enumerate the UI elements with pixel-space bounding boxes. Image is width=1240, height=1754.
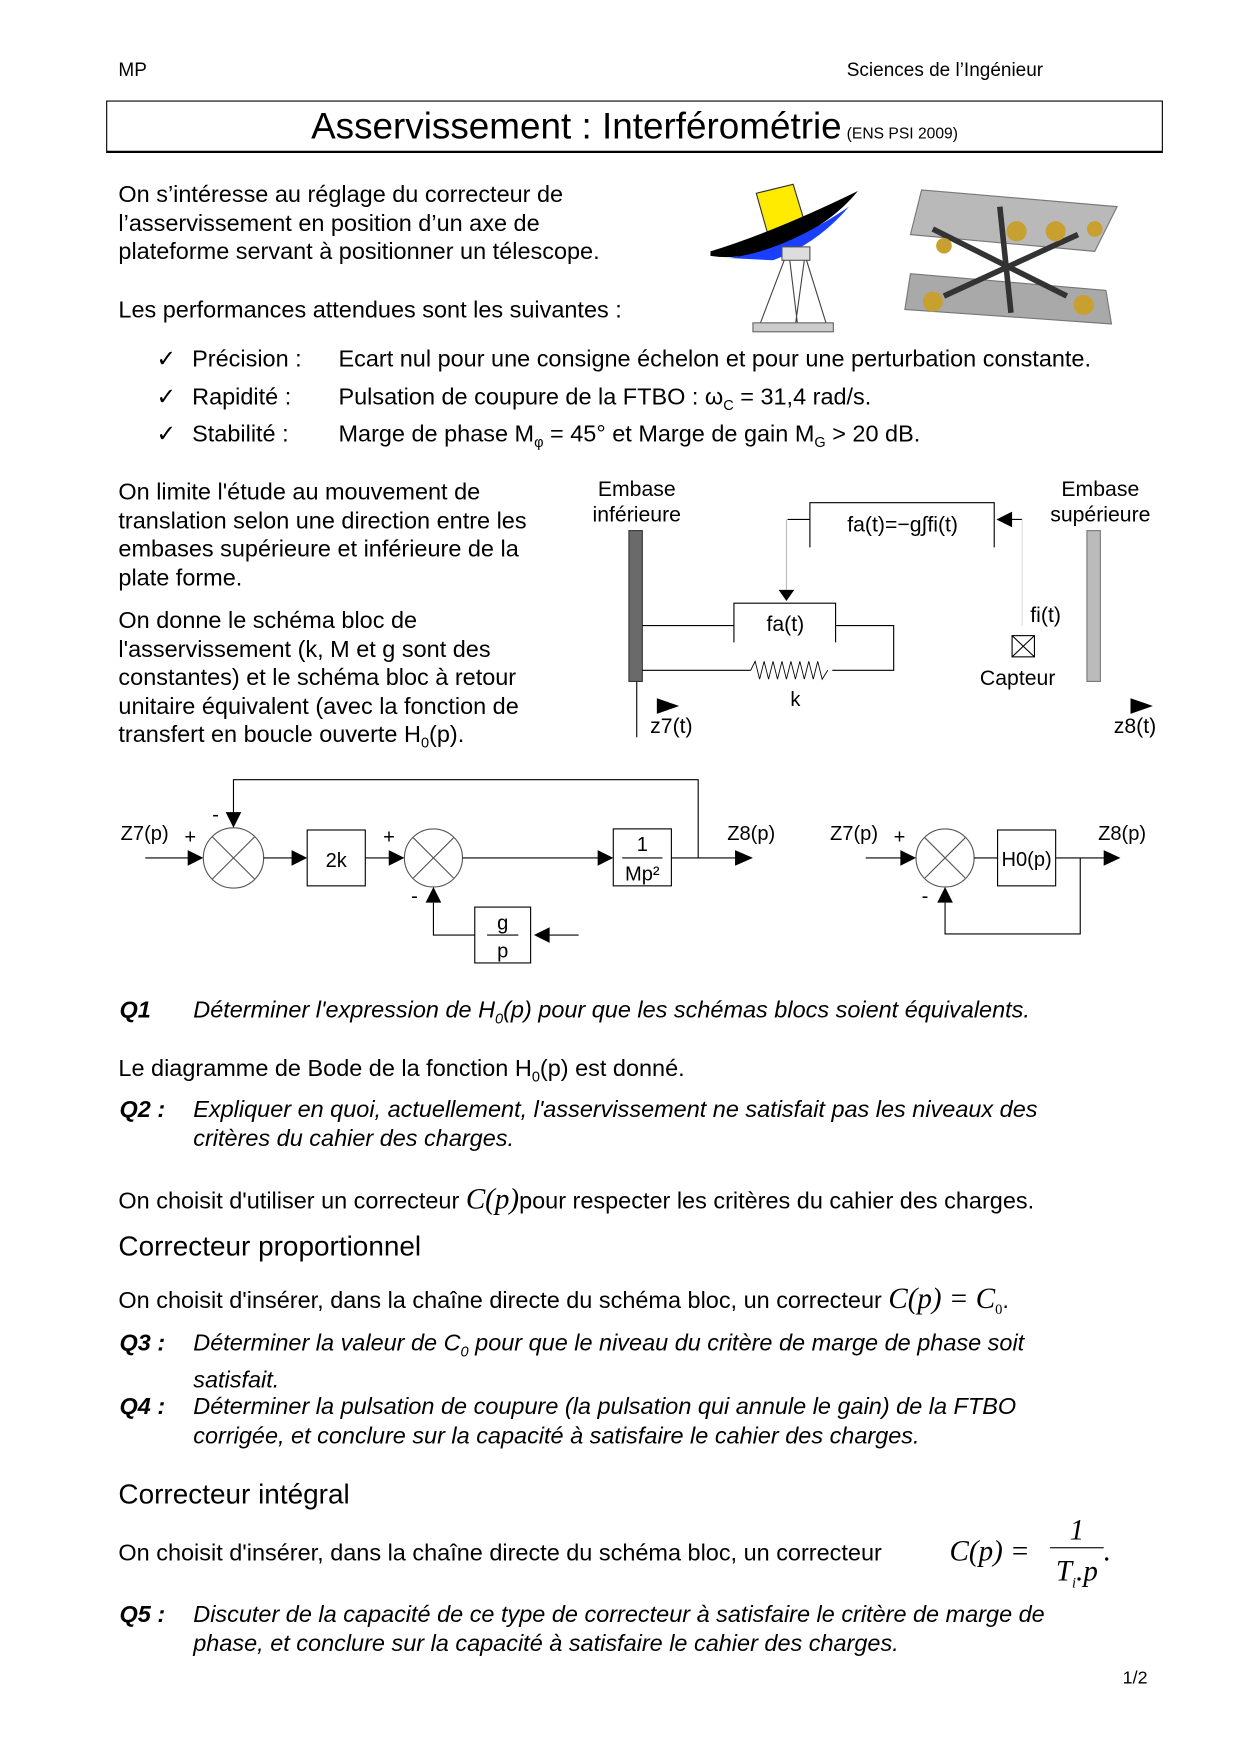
block-diagram-paragraph: On donne le schéma bloc de l'asservissement (k, M et g sont des constantes) et le schéma bloc à retour unitaire équivalent (avec la fonction de transfert en boucle ouverte $H_0(p)$. <box>118 607 519 751</box>
plant-numerator: 1 <box>636 834 648 857</box>
corrector-choice-text: On choisit d'utiliser un correcteur C(p)pour respecter les critères du cahier des charges. <box>118 1183 1035 1216</box>
bode-text: Le diagramme de Bode de la fonction $H_0(p)$ est donné. <box>118 1055 685 1085</box>
proportional-formula: C(p) = C <box>888 1282 996 1315</box>
integral-formula-denominator: $T_i.p$ <box>1055 1555 1098 1591</box>
spring-stiffness-label: k <box>790 689 801 712</box>
input-label: Z7(p) <box>830 823 879 846</box>
input-label: Z7(p) <box>120 823 169 846</box>
sensor-label: Capteur <box>979 666 1056 690</box>
checkmark-icon: ✓ <box>156 384 177 410</box>
section-heading-integral: Correcteur intégral <box>118 1479 350 1511</box>
q4-text: Déterminer la pulsation de coupure (la pulsation qui annule le gain) de la FTBO corrigée, et conclure sur la capacité à satisfaire le cahier des charges. <box>193 1394 1017 1449</box>
q4-label: Q4 : <box>119 1394 166 1420</box>
plus-sign: + <box>184 826 197 849</box>
page-title: Asservissement : Interférométrie <box>311 105 842 147</box>
z7-label: z7(t) <box>650 714 693 738</box>
proportional-text: On choisit d'insérer, dans la chaîne directe du schéma bloc, un correcteur $C(p) = C_0$. <box>118 1282 1009 1318</box>
q5-label: Q5 : <box>119 1601 166 1628</box>
integral-formula-lhs: C(p) = <box>949 1534 1030 1568</box>
page-number: 1/2 <box>1122 1668 1148 1688</box>
integral-formula-numerator: 1 <box>1050 1514 1104 1549</box>
plant-denominator: Mp² <box>625 863 660 886</box>
intro-line: On s’intéresse au réglage du correcteur de <box>118 182 564 208</box>
actuator-force-label: fa(t) <box>766 613 805 637</box>
q2-text: Expliquer en quoi, actuellement, l'asservissement ne satisfait pas les niveaux des critères du cahier des charges. <box>193 1096 1038 1152</box>
section-heading-proportional: Correcteur proportionnel <box>118 1231 422 1263</box>
embase-inf-label: inférieure <box>592 503 681 527</box>
q1-label: Q1 <box>119 997 151 1024</box>
performance-intro: Les performances attendues sont les suivantes : <box>118 297 622 323</box>
plus-sign: + <box>383 826 395 849</box>
study-paragraph: On limite l'étude au mouvement de translation selon une direction entre les embases supérieure et inférieure de la plate forme. <box>118 479 527 591</box>
minus-sign: - <box>921 885 929 908</box>
checkmark-icon: ✓ <box>156 421 177 447</box>
intro-line: plateforme servant à positionner un télescope. <box>118 239 600 265</box>
control-law-label: fa(t)=−g∫fi(t) <box>847 513 958 537</box>
integrator-denominator: p <box>497 940 509 963</box>
q5-text: Discuter de la capacité de ce type de correcteur à satisfaire le critère de marge de phase, et conclure sur la capacité à satisfaire le cahier des charges. <box>193 1601 1045 1657</box>
output-label: Z8(p) <box>727 823 776 846</box>
header-left: MP <box>118 59 147 81</box>
block-diagram-1 <box>121 780 776 963</box>
q3-text: Déterminer la valeur de $C_0$ pour que le niveau du critère de marge de phase soit satisfait. <box>193 1330 1025 1393</box>
criterion-value: Ecart nul pour une consigne échelon et pour une perturbation constante. <box>338 346 1092 372</box>
criterion-label: Rapidité : <box>192 384 292 410</box>
output-label: Z8(p) <box>1098 823 1147 846</box>
q2-label: Q2 : <box>119 1096 166 1123</box>
sensor-force-label: fi(t) <box>1030 604 1061 628</box>
header-right: Sciences de l’Ingénieur <box>846 59 1044 81</box>
embase-sup-label: Embase <box>1061 477 1140 501</box>
block-diagram-2 <box>830 823 1146 934</box>
criterion-label: Stabilité : <box>192 421 289 447</box>
corrector-formula: C(p) <box>465 1183 520 1216</box>
criterion-value: Pulsation de coupure de la FTBO : $\omega_C = 31,4$ rad/s. <box>338 384 872 414</box>
formula-period: . <box>1103 1534 1111 1568</box>
minus-sign: - <box>411 885 418 908</box>
q3-label: Q3 : <box>119 1330 166 1357</box>
plus-sign: + <box>893 826 906 849</box>
z8-label: z8(t) <box>1113 714 1157 738</box>
integral-text: On choisit d'insérer, dans la chaîne directe du schéma bloc, un correcteur <box>118 1540 882 1567</box>
intro-line: l’asservissement en position d’un axe de <box>118 210 540 237</box>
minus-sign: - <box>212 804 219 827</box>
criterion-label: Précision : <box>192 346 302 372</box>
title-source: (ENS PSI 2009) <box>846 123 958 142</box>
integrator-numerator: g <box>497 912 509 935</box>
embase-inf-label: Embase <box>597 477 676 501</box>
embase-sup-label: supérieure <box>1050 503 1151 527</box>
checkmark-icon: ✓ <box>156 346 177 372</box>
ftbo-label: H0(p) <box>1001 848 1052 871</box>
q1-text: Déterminer l'expression de $H_0(p)$ pour que les schémas blocs soient équivalents. <box>193 997 1030 1027</box>
gain-label: 2k <box>325 849 347 872</box>
criterion-value: Marge de phase $M_\varphi = 45^\circ$ et Marge de gain $M_G > 20$ dB. <box>338 421 921 451</box>
